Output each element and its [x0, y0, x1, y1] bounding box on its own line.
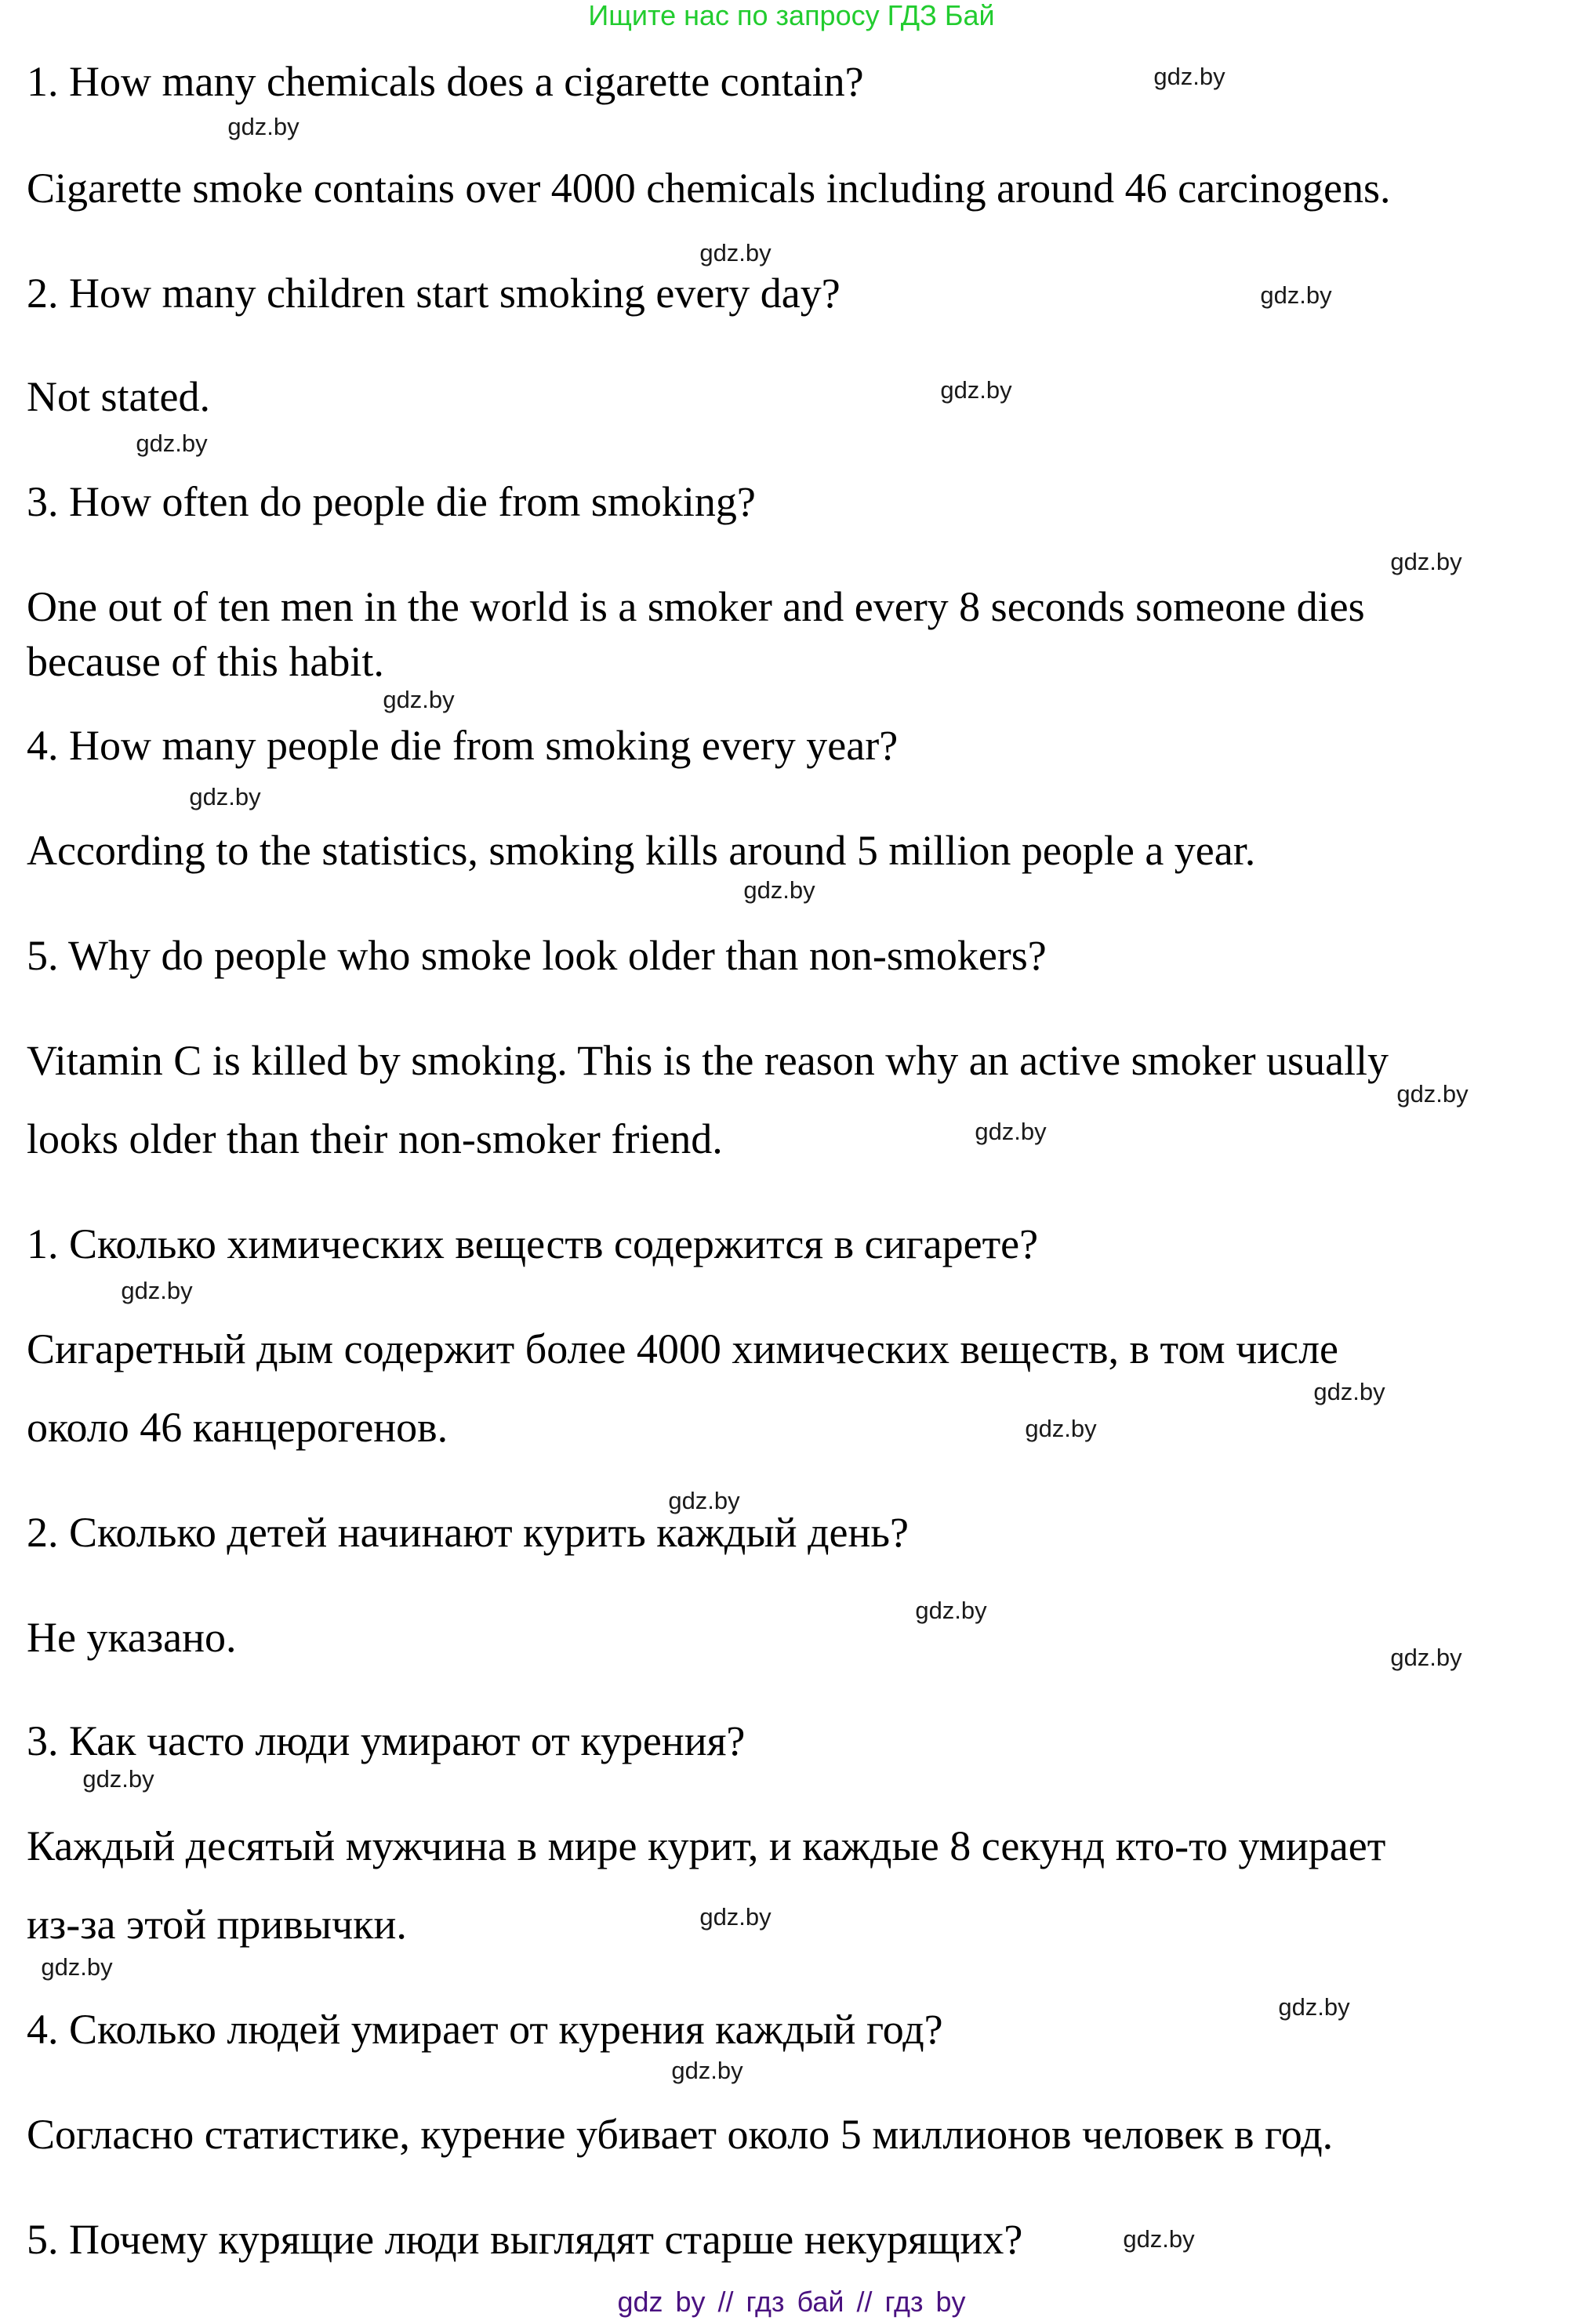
answer-en-5-line1: Vitamin C is killed by smoking. This is the reason why an active smoker usually: [27, 1037, 1389, 1084]
watermark: gdz.by: [1025, 1415, 1097, 1442]
answer-ru-1-line2: около 46 канцерогенов.: [27, 1404, 448, 1451]
watermark: gdz.by: [227, 113, 300, 140]
question-en-2: 2. How many children start smoking every day?: [27, 270, 841, 317]
watermark: gdz.by: [940, 376, 1012, 404]
watermark: gdz.by: [189, 783, 261, 810]
watermark: gdz.by: [915, 1597, 987, 1624]
watermark: gdz.by: [699, 239, 772, 266]
watermark: gdz.by: [1313, 1378, 1385, 1405]
answer-en-4: According to the statistics, smoking kills around 5 million people a year.: [27, 827, 1256, 874]
watermark: gdz.by: [668, 1487, 740, 1514]
answer-ru-4: Согласно статистике, курение убивает около 5 миллионов человек в год.: [27, 2111, 1334, 2158]
answer-en-3-line1: One out of ten men in the world is a smoker and every 8 seconds someone dies: [27, 583, 1365, 630]
answer-en-3-line2: because of this habit.: [27, 638, 384, 685]
watermark: gdz.by: [1153, 63, 1225, 90]
question-ru-5: 5. Почему курящие люди выглядят старше некурящих?: [27, 2216, 1023, 2263]
question-en-3: 3. How often do people die from smoking?: [27, 478, 756, 525]
watermark: gdz.by: [699, 1903, 772, 1931]
watermark: gdz.by: [1123, 2225, 1195, 2253]
answer-ru-3-line2: из-за этой привычки.: [27, 1901, 407, 1948]
watermark: gdz.by: [1390, 548, 1462, 575]
question-en-4: 4. How many people die from smoking every year?: [27, 722, 899, 769]
answer-en-2: Not stated.: [27, 373, 210, 420]
answer-en-5-line2: looks older than their non-smoker friend.: [27, 1115, 723, 1162]
watermark: gdz.by: [743, 876, 815, 904]
watermark: gdz.by: [671, 2057, 743, 2084]
search-hint-banner: Ищите нас по запросу ГДЗ Бай: [588, 0, 995, 31]
watermark: gdz.by: [975, 1118, 1047, 1145]
question-ru-3: 3. Как часто люди умирают от курения?: [27, 1717, 746, 1764]
question-ru-4: 4. Сколько людей умирает от курения каждый год?: [27, 2006, 943, 2053]
question-ru-2: 2. Сколько детей начинают курить каждый день?: [27, 1509, 909, 1556]
watermark: gdz.by: [1260, 281, 1332, 309]
answer-ru-2: Не указано.: [27, 1614, 237, 1661]
watermark: gdz.by: [1390, 1644, 1462, 1671]
watermark: gdz.by: [121, 1277, 193, 1304]
answer-ru-3-line1: Каждый десятый мужчина в мире курит, и каждые 8 секунд кто-то умирает: [27, 1822, 1386, 1869]
watermark: gdz.by: [41, 1953, 113, 1981]
question-en-1: 1. How many chemicals does a cigarette contain?: [27, 58, 864, 105]
question-ru-1: 1. Сколько химических веществ содержится в сигарете?: [27, 1220, 1039, 1267]
answer-en-1: Cigarette smoke contains over 4000 chemicals including around 46 carcinogens.: [27, 165, 1391, 212]
watermark: gdz.by: [1396, 1080, 1469, 1108]
watermark: gdz.by: [1278, 1993, 1350, 2021]
question-en-5: 5. Why do people who smoke look older than non-smokers?: [27, 932, 1047, 979]
watermark: gdz.by: [383, 686, 455, 713]
watermark: gdz.by: [82, 1765, 154, 1793]
answer-ru-1-line1: Сигаретный дым содержит более 4000 химических веществ, в том числе: [27, 1325, 1339, 1372]
footer-site-links[interactable]: gdz by // гдз бай // гдз by: [617, 2286, 966, 2318]
watermark: gdz.by: [136, 430, 208, 457]
